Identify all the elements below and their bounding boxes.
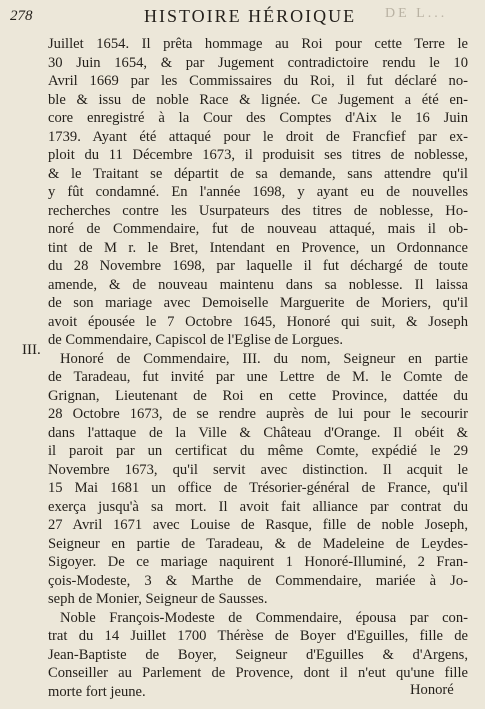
text-line: Seigneur en partie de Taradeau, & de Madeleine de Leydes-	[48, 535, 468, 552]
text-line: trat du 14 Juillet 1700 Thérèse de Boyer d'Eguilles, fille de	[48, 628, 468, 644]
text-line: Juillet 1654. Il prêta hommage au Roi pour cette Terre le	[48, 36, 468, 52]
text-line: 30 Juin 1654, & par Jugement contradictoire rendu le 10	[48, 54, 468, 71]
text-line: Jean-Baptiste de Boyer, Seigneur d'Eguilles & d'Argens,	[48, 646, 468, 663]
text-line: de Commendaire, Capiscol de l'Eglise de Lorgues.	[48, 332, 343, 348]
text-line: core enregistré à la Cour des Comptes d'Aix le 16 Juin	[48, 110, 468, 126]
running-title: HISTOIRE HÉROIQUE	[144, 6, 357, 26]
text-line: avoit épousée le 7 Octobre 1645, Honoré qui suit, & Joseph	[48, 313, 468, 330]
text-line: Conseiller au Parlement de Provence, dont il n'eut qu'une fille	[48, 665, 468, 681]
text-line: y fût condamné. En l'année 1698, y ayant eu de nouvelles	[48, 184, 468, 200]
text-line: 27 Avril 1671 avec Louise de Rasque, fille de noble Joseph,	[48, 517, 468, 533]
text-line: amende, & de nouveau maintenu dans sa noblesse. Il laissa	[48, 276, 468, 293]
text-line: du 28 Novembre 1698, par laquelle il fut déchargé de toute	[48, 258, 468, 274]
text-line: çois-Modeste, 3 & Marthe de Commendaire, mariée à Jo-	[48, 572, 468, 589]
text-line: de son mariage avec Demoiselle Marguerite de Moriers, qu'il	[48, 295, 468, 311]
text-line: 15 Mai 1681 un office de Trésorier-général de France, qu'il	[48, 480, 468, 496]
text-line: morte fort jeune.	[48, 683, 146, 700]
body-text	[48, 35, 468, 701]
text-line: recherches contre les Usurpateurs des titres de noblesse, Ho-	[48, 202, 468, 219]
text-line: tint de M r. le Bret, Intendant en Provence, un Ordonnance	[48, 239, 468, 256]
text-line: Noble François-Modeste de Commendaire, épousa par con-	[60, 609, 468, 626]
text-line: exerça jusqu'à sa mort. Il avoit fait alliance par contrat du	[48, 498, 468, 515]
text-line: 1739. Ayant été attaqué pour le droit de Francfief par ex-	[48, 128, 468, 145]
bleed-through-text: DE L...	[385, 6, 448, 21]
catchword: Honoré	[410, 682, 454, 698]
page-number: 278	[10, 8, 33, 24]
text-line: Honoré de Commendaire, III. du nom, Seigneur en partie	[60, 350, 468, 367]
text-line: il paroit par un certificat du même Comte, expédié le 29	[48, 443, 468, 459]
text-line: 28 Octobre 1673, de se rendre auprès de lui pour le secourir	[48, 406, 468, 422]
text-line: ble & issu de noble Race & lignée. Ce Jugement a été en-	[48, 91, 468, 108]
section-marker: III.	[22, 342, 41, 358]
text-line: de Taradeau, fut invité par une Lettre de M. le Comte de	[48, 369, 468, 385]
text-line: Avril 1669 par les Commissaires du Roi, il fut déclaré no-	[48, 73, 468, 89]
page-header	[0, 6, 485, 28]
text-line: ploit du 11 Décembre 1673, il produisit ses titres de noblesse,	[48, 147, 468, 163]
text-line: Sigoyer. De ce mariage naquirent 1 Honoré-Illuminé, 2 Fran-	[48, 554, 468, 570]
text-line: Grignan, Lieutenant de Roi en cette Province, dattée du	[48, 387, 468, 404]
text-line: noré de Commendaire, fut de nouveau attaqué, mais il ob-	[48, 221, 468, 237]
text-line: seph de Monier, Seigneur de Sausses.	[48, 591, 268, 607]
text-line: & le Traitant se départit de sa demande, sans attendre qu'il	[48, 165, 468, 182]
text-line: dans l'attaque de la Ville & Château d'Orange. Il obéit &	[48, 424, 468, 441]
text-line: Novembre 1673, qu'il servit avec distinction. Il acquit le	[48, 461, 468, 478]
